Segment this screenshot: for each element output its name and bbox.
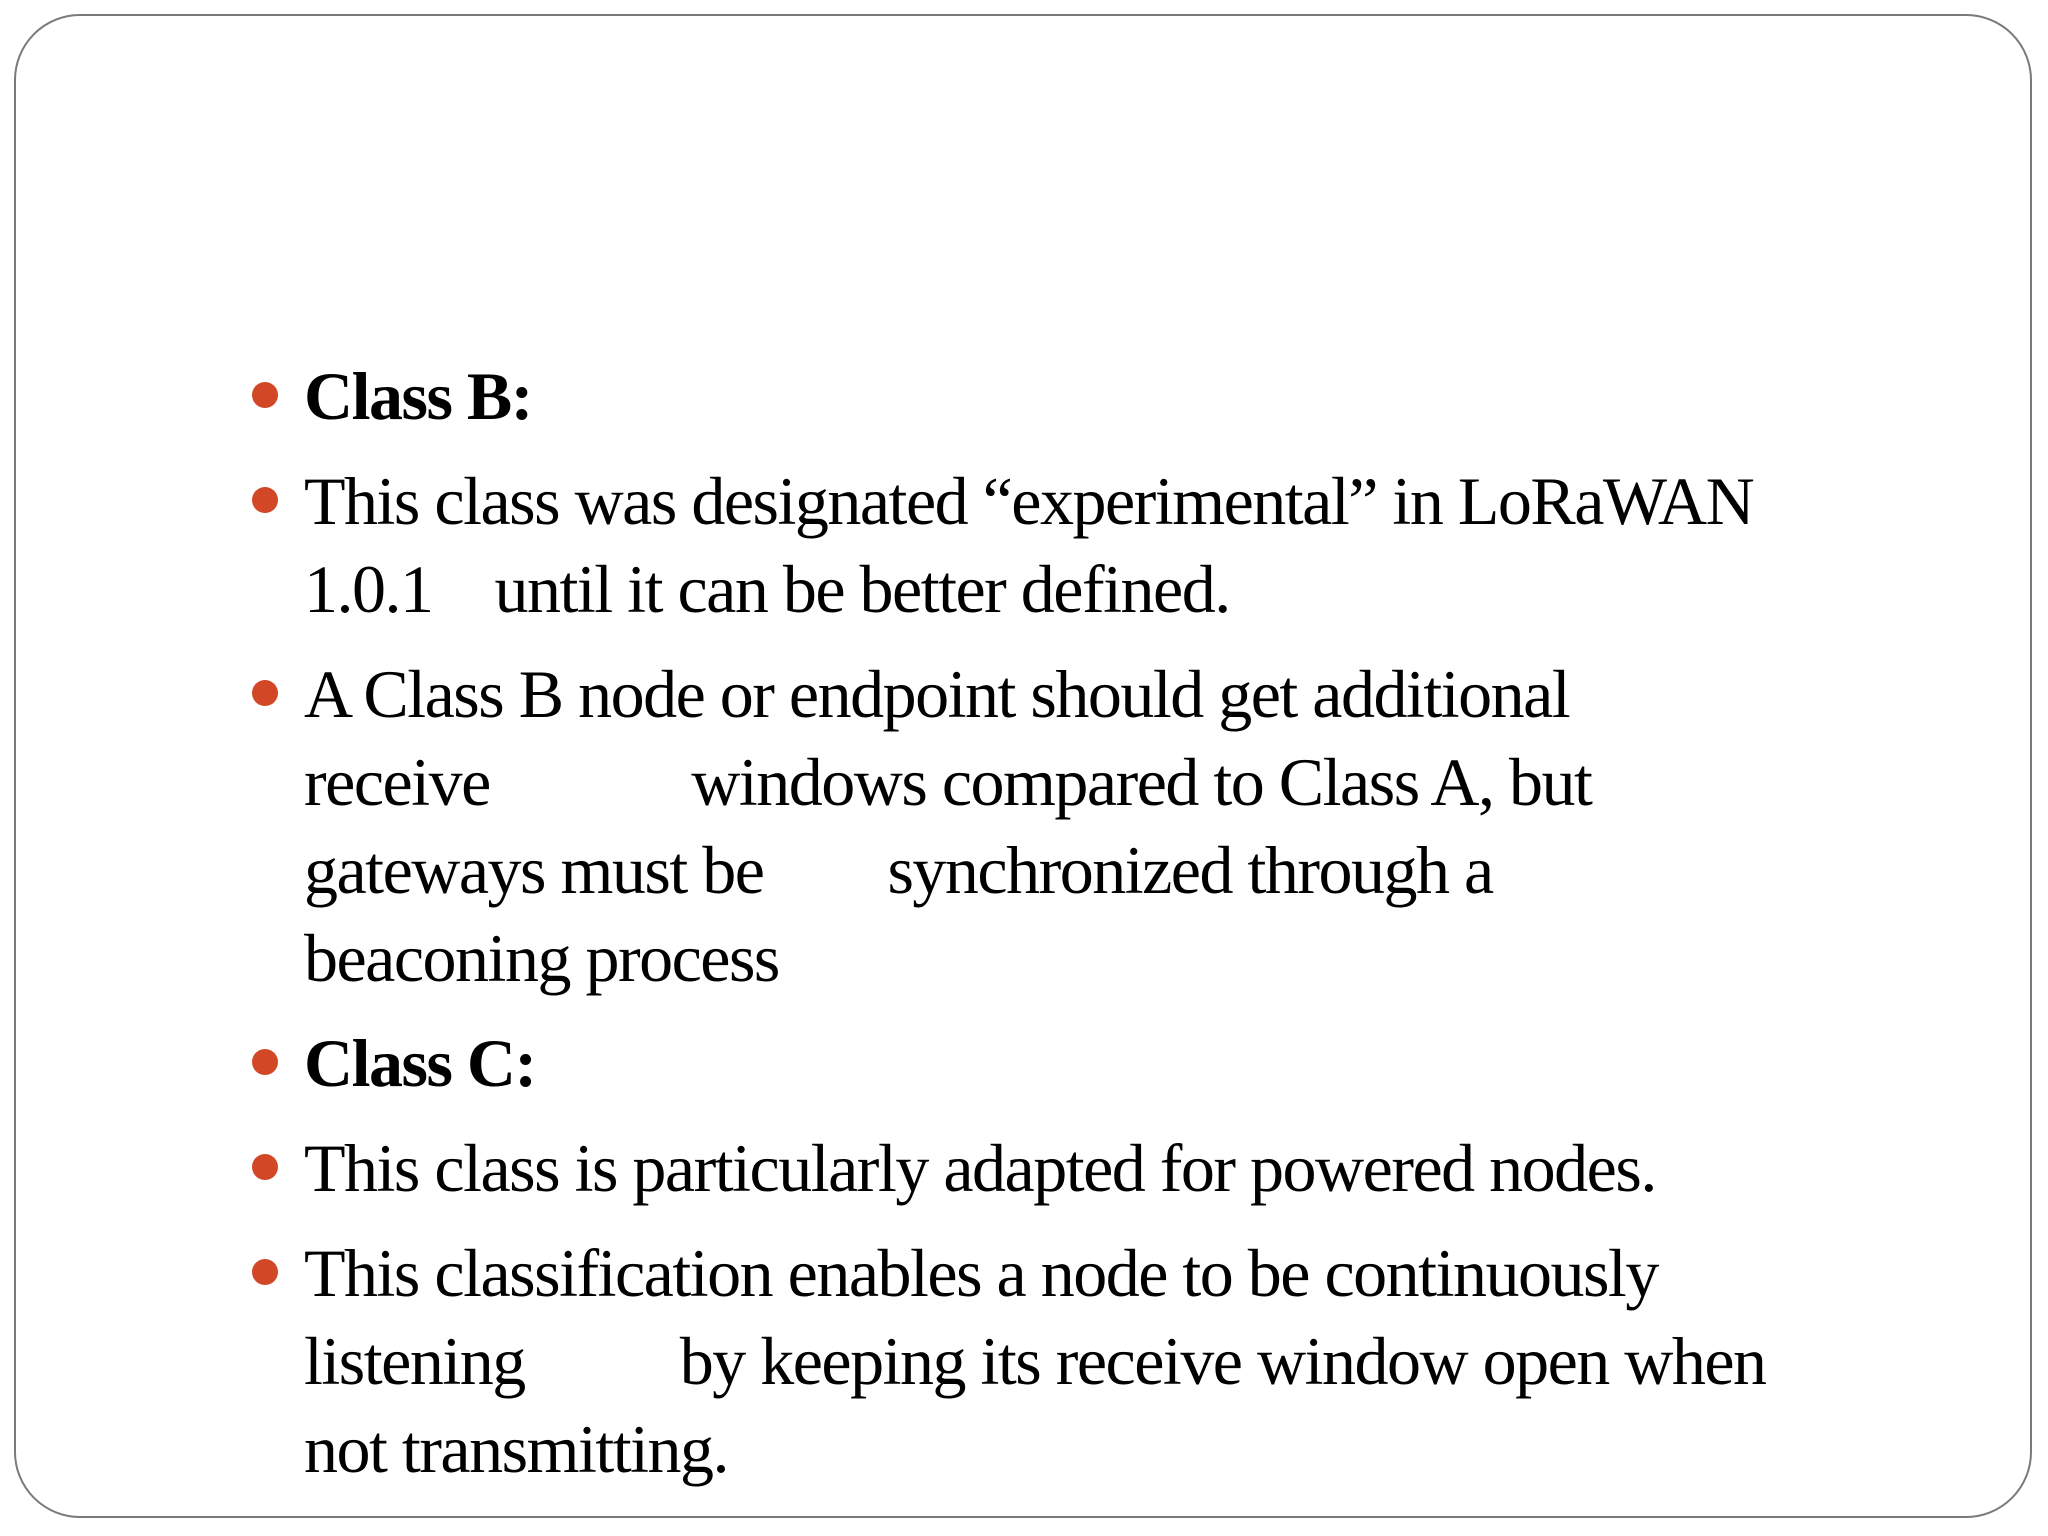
bullet-line: This classification enables a node to be continuously xyxy=(304,1235,1658,1311)
bullet-line: gateways must be synchronized through a xyxy=(304,832,1493,908)
bullet-dot-icon xyxy=(252,487,278,513)
bullet-class-c-powered-nodes xyxy=(252,1124,1892,1212)
bullet-class-b-heading xyxy=(252,352,1892,440)
bullet-dot-icon xyxy=(252,1049,278,1075)
bullet-line: Class B: xyxy=(304,358,532,434)
bullet-dot-icon xyxy=(252,1154,278,1180)
bullet-line: listening by keeping its receive window open when xyxy=(304,1323,1766,1399)
bullet-line: This class was designated “experimental” in LoRaWAN xyxy=(304,463,1754,539)
bullet-line: receive windows compared to Class A, but xyxy=(304,744,1592,820)
bullet-class-b-experimental xyxy=(252,457,1892,633)
bullet-line: 1.0.1 until it can be better defined. xyxy=(304,551,1230,627)
bullet-dot-icon xyxy=(252,382,278,408)
bullet-line: This class is particularly adapted for powered nodes. xyxy=(304,1130,1656,1206)
bullet-list xyxy=(252,352,1892,1510)
bullet-line: A Class B node or endpoint should get additional xyxy=(304,656,1570,732)
bullet-dot-icon xyxy=(252,680,278,706)
bullet-line: not transmitting. xyxy=(304,1411,729,1487)
bullet-dot-icon xyxy=(252,1259,278,1285)
bullet-line: Class C: xyxy=(304,1025,536,1101)
bullet-class-c-continuous-listening xyxy=(252,1229,1892,1493)
slide xyxy=(14,14,2032,1518)
bullet-class-c-heading xyxy=(252,1019,1892,1107)
bullet-line: beaconing process xyxy=(304,920,779,996)
bullet-class-b-receive-windows xyxy=(252,650,1892,1002)
